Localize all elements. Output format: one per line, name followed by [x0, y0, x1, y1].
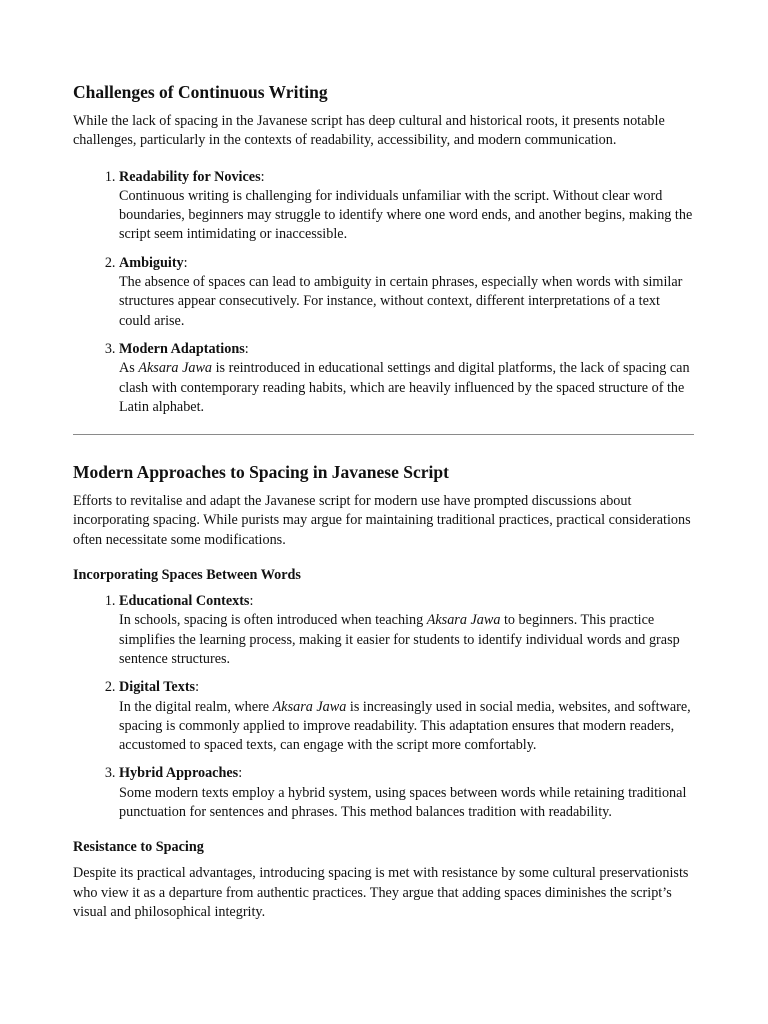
subsection-heading-incorporating-spaces: Incorporating Spaces Between Words [73, 567, 301, 584]
list-item-educational-contexts [119, 592, 694, 669]
list-item-text: The absence of spaces can lead to ambiguity in certain phrases, especially when words with similar structures appear consecutively. For instance, without context, different interpretations of a text could arise. [119, 274, 683, 329]
colon: : [249, 593, 254, 610]
italic-term: Aksara Jawa [426, 612, 501, 629]
italic-term: Aksara Jawa [272, 698, 347, 715]
colon: : [238, 765, 243, 782]
list-item-text-after: is reintroduced in educational settings and digital platforms, the lack of spacing can clash with contemporary reading habits, which are heavily influenced by the spaced structure of the Latin alphabet. [119, 360, 690, 415]
list-item-title: Modern Adaptations [119, 340, 245, 357]
challenges-list [73, 168, 694, 418]
list-item-title: Ambiguity [119, 254, 184, 271]
list-item-digital-texts [119, 678, 694, 755]
list-item-text-before: In the digital realm, where [119, 698, 273, 715]
section-intro-paragraph: While the lack of spacing in the Javanese script has deep cultural and historical roots, it presents notable challenges, particularly in the contexts of readability, accessibility, and modern communication. [73, 113, 665, 149]
list-item-hybrid-approaches [119, 764, 694, 822]
section-heading-modern-approaches: Modern Approaches to Spacing in Javanese Script [73, 462, 449, 483]
section-heading-challenges: Challenges of Continuous Writing [73, 82, 328, 102]
colon: : [244, 340, 249, 357]
list-item-text-after: to beginners. This practice simplifies the learning process, making it easier for students to identify individual words and grasp sentence structures. [119, 612, 680, 667]
list-item-title: Educational Contexts [119, 593, 250, 610]
list-item-text-before: In schools, spacing is often introduced when teaching [119, 612, 427, 629]
list-item-title: Digital Texts [119, 679, 196, 696]
list-item-readability [119, 168, 694, 245]
incorporating-spaces-list [73, 592, 694, 822]
list-item-title: Readability for Novices [119, 168, 261, 185]
italic-term: Aksara Jawa [138, 360, 213, 377]
list-item-title: Hybrid Approaches [119, 765, 239, 782]
colon: : [195, 679, 200, 696]
colon: : [183, 254, 188, 271]
subsection-heading-resistance: Resistance to Spacing [73, 839, 204, 856]
section-intro-paragraph: Efforts to revitalise and adapt the Javanese script for modern use have prompted discussions about incorporating spacing. While purists may argue for maintaining traditional practices, practical considerations often necessitate some modifications. [73, 493, 691, 548]
list-item-text-after: is increasingly used in social media, websites, and software, spacing is commonly applied to improve readability. This adaptation ensures that modern readers, accustomed to spaced texts, can engage with the script more comfortably. [119, 698, 691, 754]
colon: : [260, 168, 265, 185]
list-item-text-before: As [119, 360, 139, 377]
list-item-ambiguity [119, 254, 694, 331]
list-item-modern-adaptations [119, 340, 694, 417]
horizontal-divider [73, 434, 694, 435]
list-item-text: Some modern texts employ a hybrid system, using spaces between words while retaining traditional punctuation for sentences and phrases. This method balances tradition with readability. [119, 784, 687, 821]
resistance-paragraph: Despite its practical advantages, introducing spacing is met with resistance by some cultural preservationists who view it as a departure from authentic practices. They argue that adding spaces diminishes the script’s visual and philosophical integrity. [73, 865, 689, 920]
list-item-text: Continuous writing is challenging for individuals unfamiliar with the script. Without clear word boundaries, beginners may struggle to identify where one word ends, and another begins, making the script seem intimidating or inaccessible. [119, 187, 693, 243]
